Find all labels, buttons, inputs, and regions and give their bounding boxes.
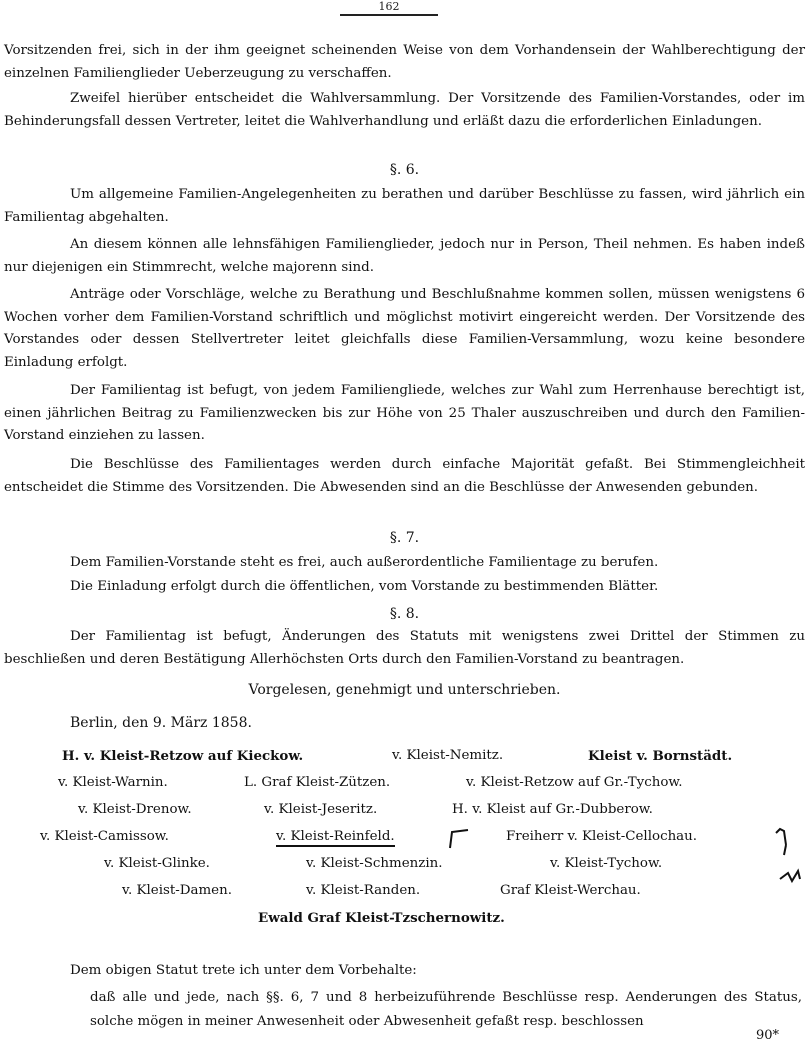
- paragraph-8a: Dem Familien-Vorstande steht es frei, auch außerordentliche Familientage zu berufen.: [70, 555, 659, 570]
- signature: v. Kleist-Drenow.: [78, 802, 192, 817]
- signature-underlined: v. Kleist-Reinfeld.: [276, 829, 395, 847]
- signature: H. v. Kleist-Retzow auf Kieckow.: [62, 748, 304, 764]
- signature: Ewald Graf Kleist-Tzschernowitz.: [258, 910, 505, 926]
- section-heading-8: §. 8.: [389, 606, 420, 622]
- signature: L. Graf Kleist-Zützen.: [244, 775, 391, 790]
- signature: v. Kleist-Camissow.: [40, 829, 169, 844]
- paragraph-2: Zweifel hierüber entscheidet die Wahlversammlung. Der Vorsitzende des Familien-Vorstandes, oder im Behinderungsfall dessen Vertreter, leitet die Wahlverhandlung und erläßt dazu die erforderlichen Einladungen.: [4, 91, 805, 129]
- paragraph-5: Anträge oder Vorschläge, welche zu Berathung und Beschlußnahme kommen sollen, müssen wenigstens 6 Wochen vorher dem Familien-Vorstand schriftlich und möglichst motivirt eingereicht werden. Der Vorsitzende des Vorstandes oder dessen Stellvertreter leitet gleichfalls diese Familien-Versammlung, wozu keine besondere Einladung erfolgt.: [4, 287, 805, 370]
- signature: v. Kleist-Retzow auf Gr.-Tychow.: [466, 775, 683, 790]
- signature: v. Kleist-Jeseritz.: [264, 802, 378, 817]
- section-heading-7: §. 7.: [389, 530, 420, 546]
- paragraph-9: Der Familientag ist befugt, Änderungen des Statuts mit wenigstens zwei Drittel der Stimmen zu beschließen und deren Bestätigung Allerhöchsten Orts durch den Familien-Vorstand zu beantragen.: [4, 629, 805, 667]
- page-header-mark: 162: [340, 0, 438, 16]
- signature-row-6: [0, 881, 809, 905]
- handwritten-mark-icon: [770, 815, 806, 895]
- paragraph-1: Vorsitzenden frei, sich in der ihm geeignet scheinenden Weise von dem Vorhandensein der Wahlberechtigung der einzelnen Familienglieder Ueberzeugung zu verschaffen.: [4, 43, 805, 81]
- read-approved-line: Vorgelesen, genehmigt und unterschrieben.: [248, 682, 561, 698]
- signature: Kleist v. Bornstädt.: [588, 748, 733, 764]
- signature: v. Kleist-Warnin.: [58, 775, 168, 790]
- signature-row-3: [0, 800, 809, 824]
- signature: v. Kleist-Glinke.: [104, 856, 210, 871]
- section-heading-6: §. 6.: [389, 162, 420, 178]
- paragraph-6: Der Familientag ist befugt, von jedem Familiengliede, welches zur Wahl zum Herrenhause berechtigt ist, einen jährlichen Beitrag zu Familienzwecken bis zur Höhe von 25 Thaler auszuschreiben und durch den Familien-Vorstand einziehen zu lassen.: [4, 383, 805, 444]
- signature: v. Kleist-Tychow.: [550, 856, 663, 871]
- signature-row-7: [0, 908, 809, 932]
- paragraph-8b: Die Einladung erfolgt durch die öffentlichen, vom Vorstande zu bestimmenden Blätter.: [70, 579, 659, 594]
- paragraph-3: Um allgemeine Familien-Angelegenheiten zu berathen und darüber Beschlüsse zu fassen, wird jährlich ein Familientag abgehalten.: [4, 187, 805, 225]
- signature-row-1: [0, 746, 809, 770]
- page-number: 90*: [755, 1028, 779, 1043]
- signature: v. Kleist-Damen.: [122, 883, 232, 898]
- addendum-body: daß alle und jede, nach §§. 6, 7 und 8 herbeizuführende Beschlüsse resp. Aenderungen des Status, solche mögen in meiner Anwesenheit oder Abwesenheit gefaßt resp. beschlossen: [90, 990, 802, 1029]
- signature: v. Kleist-Nemitz.: [392, 748, 504, 763]
- addendum-intro: Dem obigen Statut trete ich unter dem Vorbehalte:: [70, 963, 417, 978]
- signature: v. Kleist-Schmenzin.: [306, 856, 443, 871]
- signature: v. Kleist-Randen.: [306, 883, 421, 898]
- signature-row-5: [0, 854, 809, 878]
- handwritten-tick-icon: [446, 828, 472, 852]
- signature: H. v. Kleist auf Gr.-Dubberow.: [452, 802, 653, 817]
- place-date-line: Berlin, den 9. März 1858.: [70, 715, 252, 731]
- signature: Graf Kleist-Werchau.: [500, 883, 641, 898]
- signature: Freiherr v. Kleist-Cellochau.: [506, 829, 698, 844]
- paragraph-4: An diesem können alle lehnsfähigen Familienglieder, jedoch nur in Person, Theil nehmen. Es haben indeß nur diejenigen ein Stimmrecht, welche majorenn sind.: [4, 237, 805, 275]
- signature-row-4: [0, 827, 809, 851]
- signature-row-2: [0, 773, 809, 797]
- paragraph-7: Die Beschlüsse des Familientages werden durch einfache Majorität gefaßt. Bei Stimmengleichheit entscheidet die Stimme des Vorsitzenden. Die Abwesenden sind an die Beschlüsse der Anwesenden gebunden.: [4, 457, 805, 495]
